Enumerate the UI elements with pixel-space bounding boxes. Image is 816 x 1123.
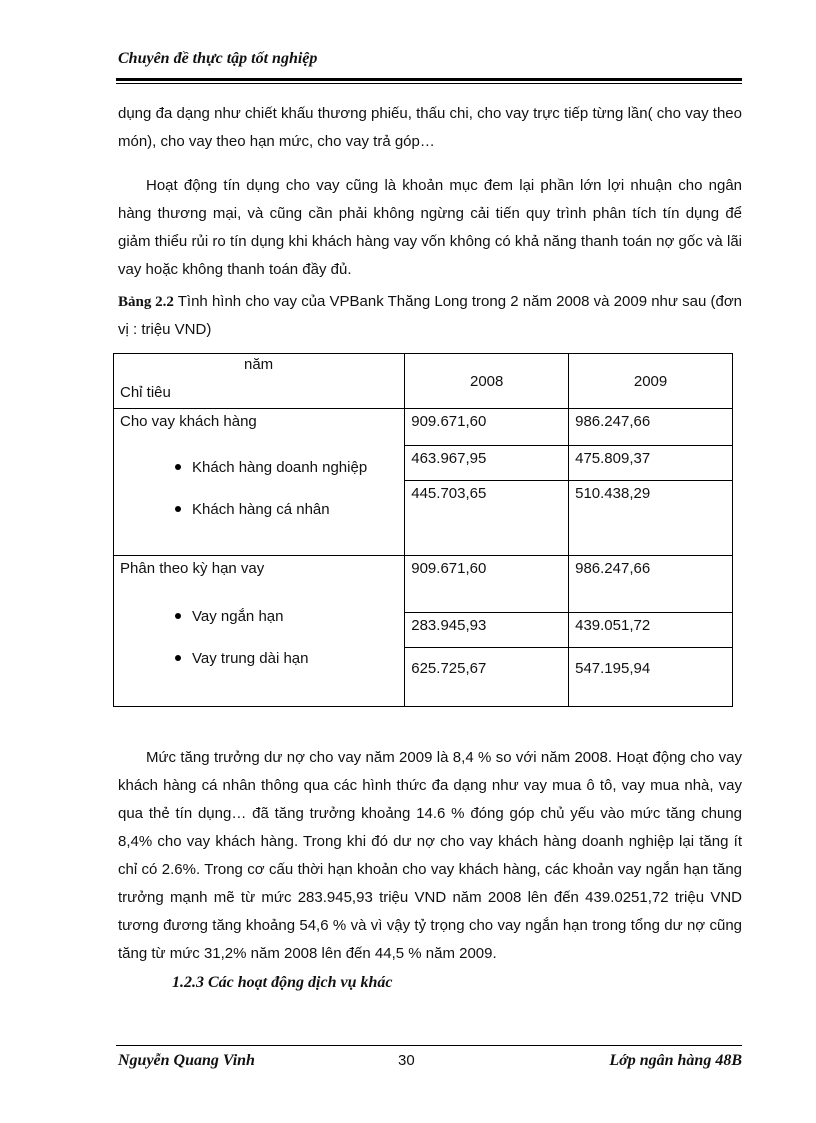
- value-cell: 475.809,37: [569, 446, 733, 481]
- header-indicator-label: Chỉ tiêu: [120, 384, 171, 401]
- group2-label: Phân theo kỳ hạn vay: [120, 560, 265, 577]
- table-header-row: [114, 354, 733, 409]
- section-heading: 1.2.3 Các hoạt động dịch vụ khác: [172, 974, 393, 991]
- table-row: [114, 556, 733, 613]
- table-row: [114, 409, 733, 446]
- bullet-item: [120, 603, 398, 631]
- value-cell: 439.051,72: [569, 613, 733, 648]
- header-2008: 2008: [405, 354, 569, 409]
- header-rule-thick: [116, 78, 742, 81]
- table-caption-text: Tình hình cho vay của VPBank Thăng Long trong 2 năm 2008 và 2009 như sau (đơn vị : triệu VND): [118, 293, 742, 338]
- group1-total-2008: 909.671,60: [405, 409, 569, 446]
- table-caption: [118, 288, 742, 344]
- value-cell: 463.967,95: [405, 446, 569, 481]
- header-year-label: năm: [244, 356, 274, 373]
- bullet-item: [120, 645, 398, 673]
- bullet-item: [120, 496, 398, 524]
- item-label: Vay trung dài hạn: [192, 650, 309, 667]
- header-rule-thin: [116, 83, 742, 84]
- value-cell: 625.725,67: [405, 648, 569, 707]
- header-title: Chuyên đề thực tập tốt nghiệp: [118, 50, 318, 67]
- paragraph-1: dụng đa dạng như chiết khấu thương phiếu, thấu chi, cho vay trực tiếp từng lần( cho vay theo món), cho vay theo hạn mức, cho vay trả góp…: [118, 105, 742, 150]
- item-label: Khách hàng cá nhân: [192, 501, 330, 518]
- value-cell: 547.195,94: [569, 648, 733, 707]
- group2-cell: [114, 556, 405, 707]
- group1-label: Cho vay khách hàng: [120, 413, 257, 430]
- group2-total-2008: 909.671,60: [405, 556, 569, 613]
- loan-table: [113, 353, 733, 707]
- bullet-item: [120, 454, 398, 482]
- paragraph-3: Mức tăng trưởng dư nợ cho vay năm 2009 là 8,4 % so với năm 2008. Hoạt động cho vay khách hàng cá nhân thông qua các hình thức đa dạng như vay mua ô tô, vay mua nhà, vay qua thẻ tín dụng… đã tăng trưởng khoảng 14.6 % đóng góp chủ yếu vào mức tăng chung 8,4% cho vay khách hàng. Trong khi đó dư nợ cho vay khách hàng doanh nghiệp lại tăng ít chỉ có 2.6%. Trong cơ cấu thời hạn khoản cho vay khách hàng, các khoản vay ngắn hạn tăng trưởng mạnh mẽ từ mức 283.945,93 triệu VND năm 2008 lên đến 439.0251,72 triệu VND tương đương tăng khoảng 54,6 % và vì vậy tỷ trọng cho vay ngắn hạn trong tổng dư nợ cũng tăng từ mức 31,2% năm 2008 lên đến 44,5 % năm 2009.: [118, 749, 742, 962]
- value-cell: 445.703,65: [405, 481, 569, 556]
- table-caption-label: Bảng 2.2: [118, 294, 174, 310]
- header-diagonal-cell: [114, 354, 405, 409]
- value-cell: 510.438,29: [569, 481, 733, 556]
- item-label: Vay ngắn hạn: [192, 608, 284, 625]
- header-2009: 2009: [569, 354, 733, 409]
- group1-total-2009: 986.247,66: [569, 409, 733, 446]
- footer-class: Lớp ngân hàng 48B: [609, 1052, 742, 1069]
- paragraph-2: Hoạt động tín dụng cho vay cũng là khoản mục đem lại phần lớn lợi nhuận cho ngân hàng thương mại, và cũng cần phải không ngừng cải tiến quy trình phân tích tín dụng để giảm thiểu rủi ro tín dụng khi khách hàng vay vốn không có khả năng thanh toán nợ gốc và lãi vay hoặc không thanh toán đầy đủ.: [118, 177, 742, 278]
- group1-cell: [114, 409, 405, 556]
- footer-page-number: 30: [398, 1052, 415, 1069]
- item-label: Khách hàng doanh nghiệp: [192, 459, 368, 476]
- footer-rule: [116, 1045, 742, 1046]
- footer-author: Nguyễn Quang Vinh: [118, 1052, 255, 1069]
- group2-total-2009: 986.247,66: [569, 556, 733, 613]
- value-cell: 283.945,93: [405, 613, 569, 648]
